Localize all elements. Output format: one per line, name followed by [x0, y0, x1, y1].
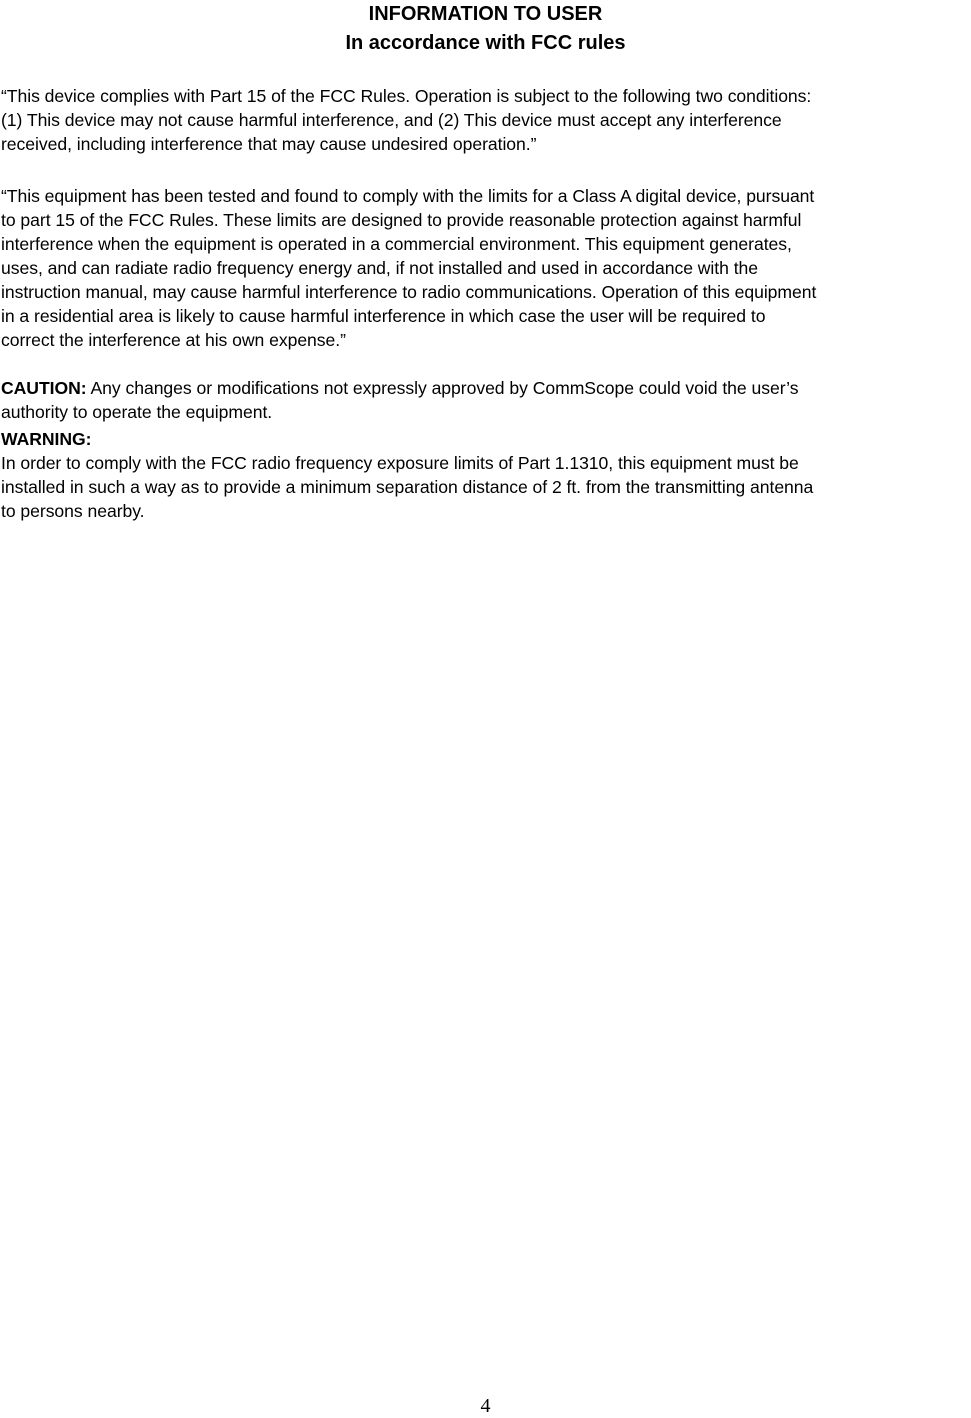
- page-subtitle: In accordance with FCC rules: [345, 32, 626, 54]
- caution-line: authority to operate the equipment.: [1, 402, 273, 422]
- class-a-line: to part 15 of the FCC Rules. These limits are designed to provide reasonable protection against harmful: [1, 210, 802, 230]
- class-a-line: in a residential area is likely to cause harmful interference in which case the user will be required to: [1, 306, 766, 326]
- compliance-line: “This device complies with Part 15 of the FCC Rules. Operation is subject to the following two conditions:: [1, 86, 812, 106]
- compliance-line: received, including interference that may cause undesired operation.”: [1, 134, 537, 154]
- caution-notice: [1, 376, 969, 424]
- warning-notice: [1, 427, 969, 523]
- class-a-line: instruction manual, may cause harmful interference to radio communications. Operation of this equipment: [1, 282, 817, 302]
- compliance-line: (1) This device may not cause harmful interference, and (2) This device must accept any interference: [1, 110, 782, 130]
- warning-label: WARNING:: [1, 429, 92, 449]
- caution-line: [1, 376, 969, 400]
- warning-line: installed in such a way as to provide a minimum separation distance of 2 ft. from the transmitting antenna: [1, 477, 814, 497]
- page-title: INFORMATION TO USER: [368, 3, 603, 25]
- class-a-line: uses, and can radiate radio frequency energy and, if not installed and used in accordance with the: [1, 258, 759, 278]
- page-header: [0, 0, 971, 58]
- class-a-line: correct the interference at his own expense.”: [1, 330, 346, 350]
- compliance-statement: [1, 84, 969, 156]
- warning-line: to persons nearby.: [1, 501, 145, 521]
- class-a-line: “This equipment has been tested and found to comply with the limits for a Class A digital device, pursuant: [1, 186, 815, 206]
- warning-line: In order to comply with the FCC radio frequency exposure limits of Part 1.1310, this equipment must be: [1, 453, 799, 473]
- page-number: 4: [480, 1395, 491, 1417]
- caution-label: CAUTION:: [1, 378, 87, 398]
- class-a-line: interference when the equipment is operated in a commercial environment. This equipment generates,: [1, 234, 792, 254]
- class-a-statement: [1, 184, 969, 352]
- caution-text: Any changes or modifications not expressly approved by CommScope could void the user’s: [86, 378, 799, 398]
